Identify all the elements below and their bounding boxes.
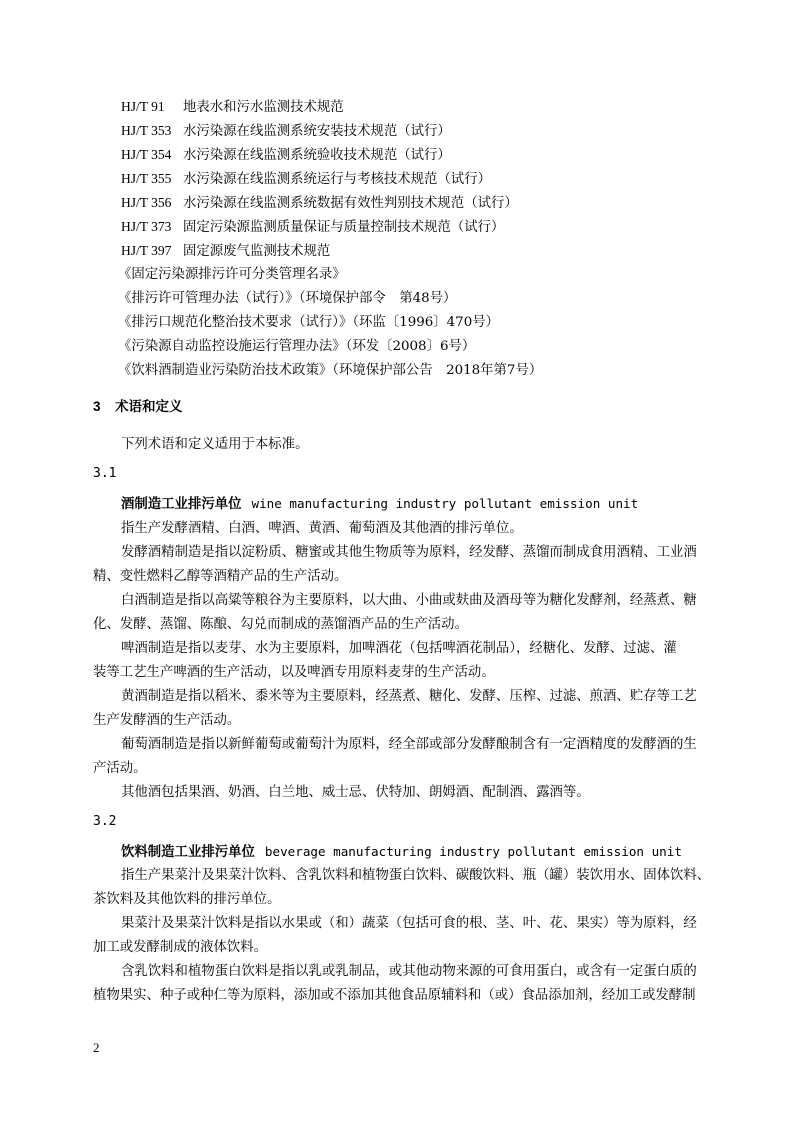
subsection-number: 3.2 (93, 814, 117, 829)
paragraph-line: 其他酒包括果酒、奶酒、白兰地、威士忌、伏特加、朗姆酒、配制酒、露酒等。 (121, 785, 590, 800)
reference-item (121, 242, 330, 261)
paragraph-line: 植物果实、种子或种仁等为原料，添加或不添加其他食品原辅料和（或）食品添加剂，经加工或发酵制 (93, 988, 696, 1003)
section-intro: 下列术语和定义适用于本标准。 (121, 437, 309, 452)
paragraph-line: 精、变性燃料乙醇等酒精产品的生产活动。 (93, 569, 348, 584)
regulation-document: 《固定污染源排污许可分类管理名录》 (118, 267, 346, 282)
term-english: beverage manufacturing industry pollutant emission unit (264, 844, 682, 859)
paragraph-line: 装等工艺生产啤酒的生产活动，以及啤酒专用原料麦芽的生产活动。 (93, 665, 495, 680)
paragraph-line: 指生产果菜汁及果菜汁饮料、含乳饮料和植物蛋白饮料、碳酸饮料、瓶（罐）装饮用水、固体饮料、 (121, 868, 711, 883)
term-chinese: 酒制造工业排污单位 (121, 497, 242, 512)
paragraph-line: 葡萄酒制造是指以新鲜葡萄或葡萄汁为原料，经全部或部分发酵酿制含有一定酒精度的发酵酒的生 (121, 737, 697, 752)
regulation-document: 《污染源自动监控设施运行管理办法》（环发〔2008〕6号） (118, 339, 476, 354)
page-number: 2 (93, 1040, 100, 1055)
paragraph-line: 白酒制造是指以高粱等粮谷为主要原料，以大曲、小曲或麸曲及酒母等为糖化发酵剂，经蒸煮、糖 (121, 593, 697, 608)
paragraph-line: 生产发酵酒的生产活动。 (93, 713, 241, 728)
paragraph-line: 加工或发酵制成的液体饮料。 (93, 940, 268, 955)
reference-title: 地表水和污水监测技术规范 (183, 100, 344, 115)
term-heading (121, 495, 638, 514)
reference-item (121, 122, 451, 141)
paragraph-line: 化、发酵、蒸馏、陈酿、勾兑而制成的蒸馏酒产品的生产活动。 (93, 617, 468, 632)
reference-code: HJ/T 373 (121, 219, 172, 234)
reference-code: HJ/T 397 (121, 243, 172, 258)
reference-code: HJ/T 355 (121, 171, 172, 186)
paragraph-line: 指生产发酵酒精、白酒、啤酒、黄酒、葡萄酒及其他酒的排污单位。 (121, 521, 523, 536)
term-heading (121, 843, 682, 862)
paragraph-line: 啤酒制造是指以麦芽、水为主要原料，加啤酒花（包括啤酒花制品），经糖化、发酵、过滤、灌 (121, 641, 677, 656)
reference-item (121, 194, 518, 213)
reference-title: 固定源废气监测技术规范 (183, 244, 331, 259)
reference-title: 水污染源在线监测系统验收技术规范（试行） (183, 148, 451, 163)
term-english: wine manufacturing industry pollutant emission unit (251, 496, 639, 511)
reference-item (121, 218, 504, 237)
paragraph-line: 含乳饮料和植物蛋白饮料是指以乳或乳制品，或其他动物来源的可食用蛋白，或含有一定蛋白质的 (121, 964, 697, 979)
subsection-number: 3.1 (93, 466, 117, 481)
section-number: 3 (93, 399, 101, 414)
reference-code: HJ/T 354 (121, 147, 172, 162)
reference-item (121, 146, 451, 165)
regulation-document: 《饮料酒制造业污染防治技术政策》（环境保护部公告 2018年第7号） (118, 363, 543, 378)
reference-item (121, 98, 344, 117)
paragraph-line: 发酵酒精制造是指以淀粉质、糖蜜或其他生物质等为原料，经发酵、蒸馏而制成食用酒精、工业酒 (121, 545, 697, 560)
regulation-document: 《排污口规范化整治技术要求（试行）》（环监〔1996〕470号） (118, 315, 500, 330)
section-title: 术语和定义 (115, 399, 183, 415)
reference-item (121, 170, 491, 189)
paragraph-line: 黄酒制造是指以稻米、黍米等为主要原料，经蒸煮、糖化、发酵、压榨、过滤、煎酒、贮存等工艺 (121, 689, 697, 704)
regulation-document: 《排污许可管理办法（试行）》（环境保护部令 第48号） (118, 291, 457, 306)
reference-code: HJ/T 91 (121, 99, 165, 114)
reference-title: 水污染源在线监测系统安装技术规范（试行） (183, 124, 451, 139)
reference-title: 固定污染源监测质量保证与质量控制技术规范（试行） (183, 220, 505, 235)
paragraph-line: 茶饮料及其他饮料的排污单位。 (93, 892, 281, 907)
reference-code: HJ/T 356 (121, 195, 172, 210)
paragraph-line: 果菜汁及果菜汁饮料是指以水果或（和）蔬菜（包括可食的根、茎、叶、花、果实）等为原料，经 (121, 916, 697, 931)
reference-title: 水污染源在线监测系统数据有效性判别技术规范（试行） (183, 196, 518, 211)
section-heading (93, 398, 183, 416)
reference-code: HJ/T 353 (121, 123, 172, 138)
paragraph-line: 产活动。 (93, 761, 147, 776)
term-chinese: 饮料制造工业排污单位 (121, 845, 255, 860)
reference-title: 水污染源在线监测系统运行与考核技术规范（试行） (183, 172, 491, 187)
